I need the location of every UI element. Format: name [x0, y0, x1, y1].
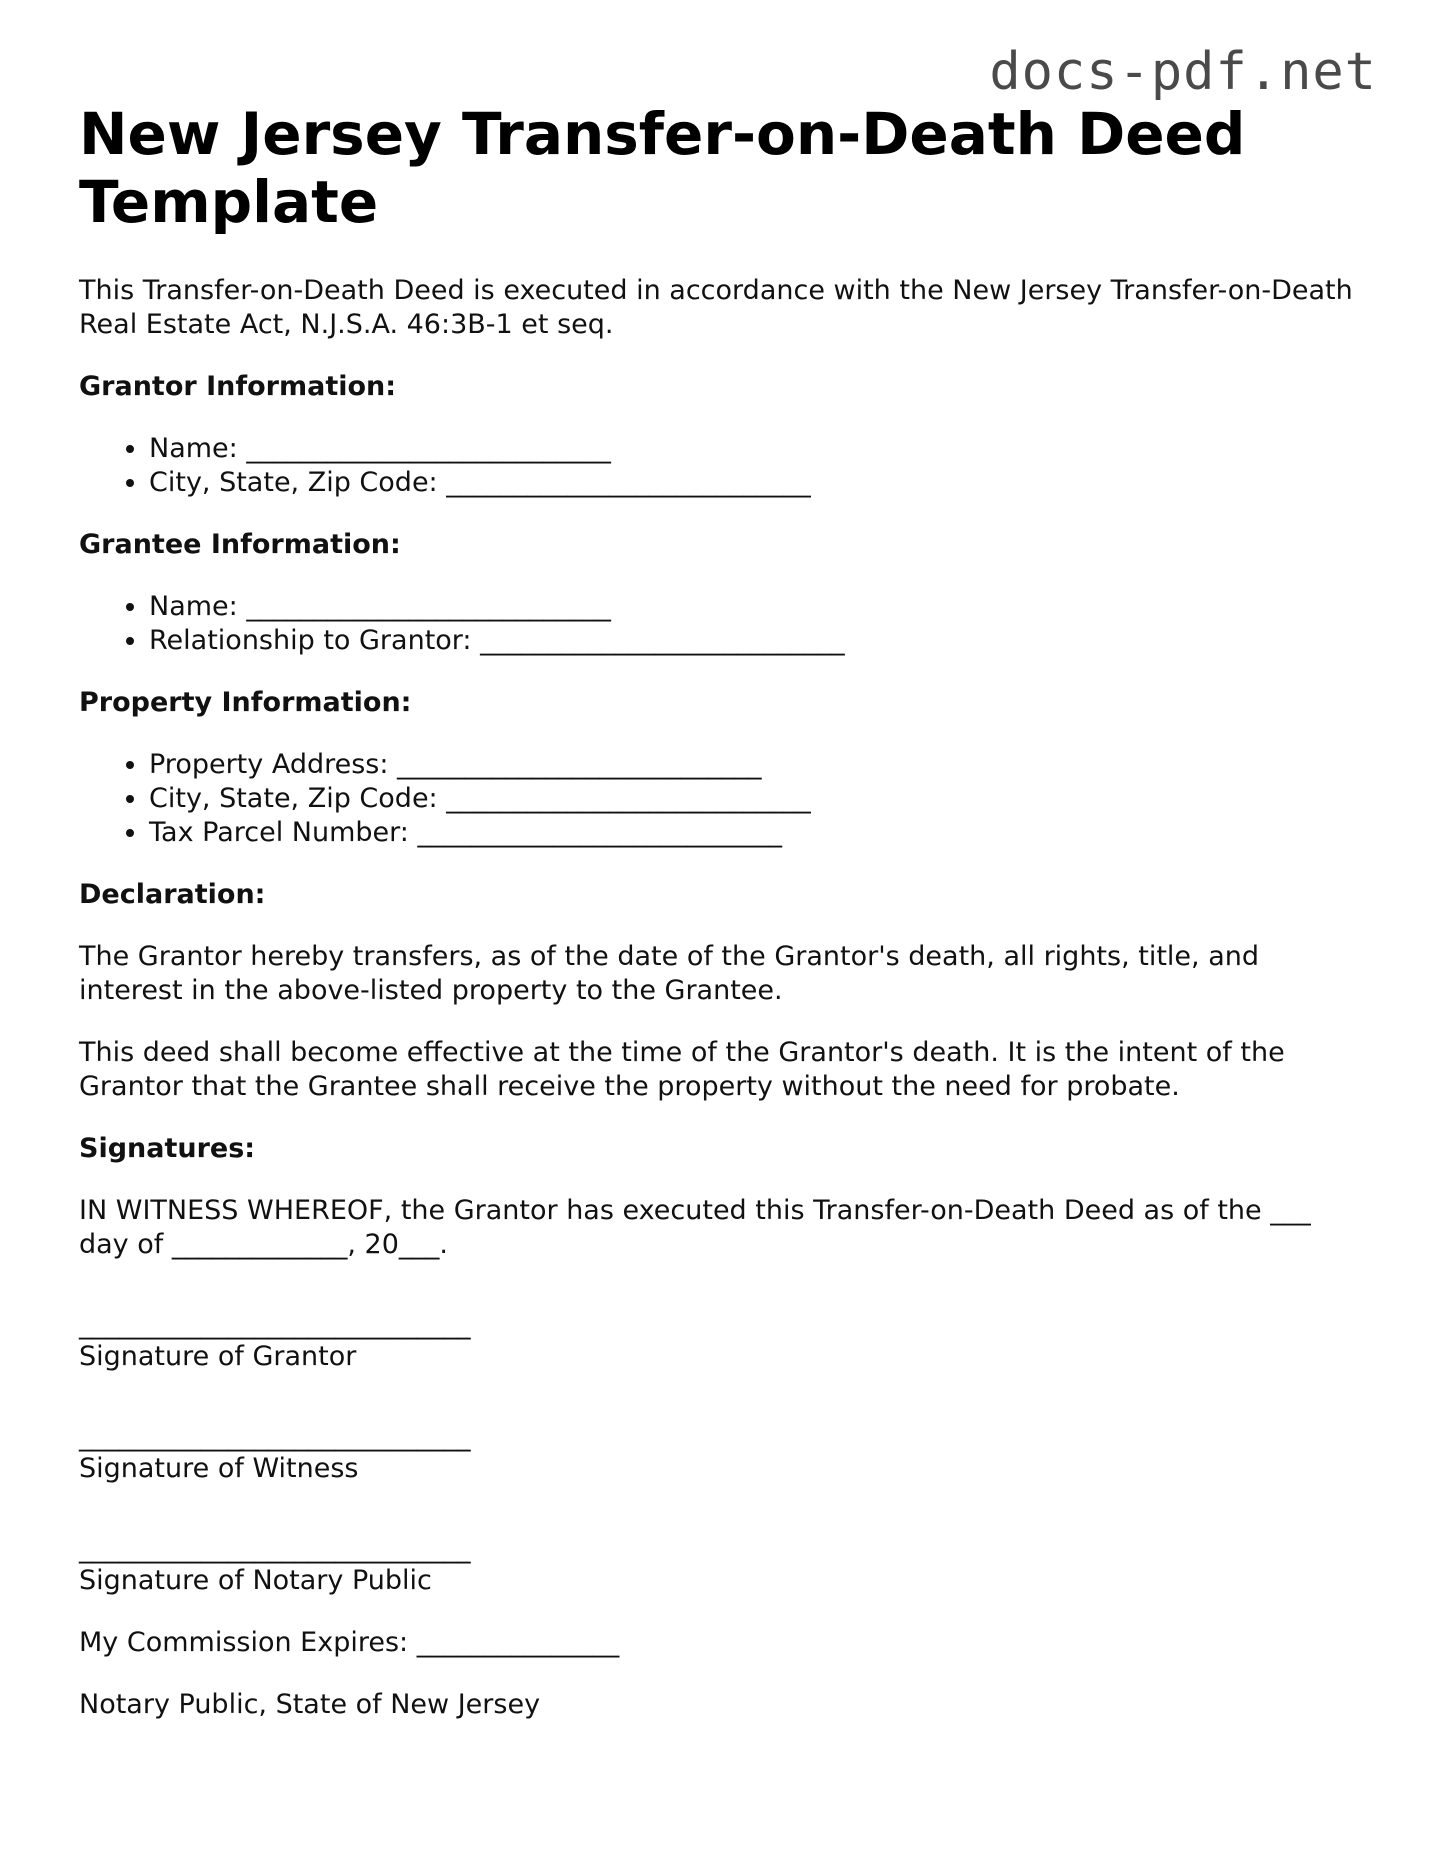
property-heading: Property Information:	[79, 687, 412, 718]
grantor-name-item: • Name: ___________________________	[149, 432, 1359, 466]
declaration-paragraph-1: The Grantor hereby transfers, as of the date of the Grantor's death, all rights, title, and interest in the above-listed property to the Grantee.	[79, 941, 1259, 1006]
commission-expires: My Commission Expires: _______________	[79, 1627, 620, 1658]
document-page	[79, 100, 1359, 1722]
grantor-signature-line: _____________________________	[79, 1309, 471, 1340]
grantor-address-item: • City, State, Zip Code: ___________________________	[149, 466, 1359, 500]
notary-signature-line: _____________________________	[79, 1533, 471, 1564]
grantor-list	[79, 432, 1359, 500]
witness-signature-label: Signature of Witness	[79, 1453, 359, 1484]
declaration-heading: Declaration:	[79, 879, 266, 910]
grantor-signature-label: Signature of Grantor	[79, 1341, 357, 1372]
property-parcel-item: • Tax Parcel Number: ___________________________	[149, 816, 1359, 850]
witness-signature-block	[79, 1422, 1359, 1486]
property-list	[79, 748, 1359, 850]
grantor-signature-block	[79, 1310, 1359, 1374]
property-address-item: • Property Address: ___________________________	[149, 748, 1359, 782]
watermark: docs-pdf.net	[989, 42, 1377, 102]
grantee-list	[79, 590, 1359, 658]
intro-paragraph: This Transfer-on-Death Deed is executed in accordance with the New Jersey Transfer-on-Death Real Estate Act, N.J.S.A. 46:3B-1 et seq.	[79, 275, 1353, 340]
grantee-relationship-item: • Relationship to Grantor: ___________________________	[149, 624, 1359, 658]
witness-signature-line: _____________________________	[79, 1421, 471, 1452]
notary-signature-label: Signature of Notary Public	[79, 1565, 432, 1596]
notary-signature-block	[79, 1534, 1359, 1598]
grantee-heading: Grantee Information:	[79, 529, 401, 560]
witness-clause: IN WITNESS WHEREOF, the Grantor has executed this Transfer-on-Death Deed as of the ___ day of _____________, 20___.	[79, 1195, 1311, 1260]
grantor-heading: Grantor Information:	[79, 371, 397, 402]
grantee-name-item: • Name: ___________________________	[149, 590, 1359, 624]
signatures-heading: Signatures:	[79, 1133, 256, 1164]
declaration-paragraph-2: This deed shall become effective at the time of the Grantor's death. It is the intent of the Grantor that the Grantee shall receive the property without the need for probate.	[79, 1037, 1285, 1102]
page-title: New Jersey Transfer-on-Death Deed Template	[79, 100, 1246, 236]
notary-state: Notary Public, State of New Jersey	[79, 1689, 541, 1720]
property-city-item: • City, State, Zip Code: ___________________________	[149, 782, 1359, 816]
